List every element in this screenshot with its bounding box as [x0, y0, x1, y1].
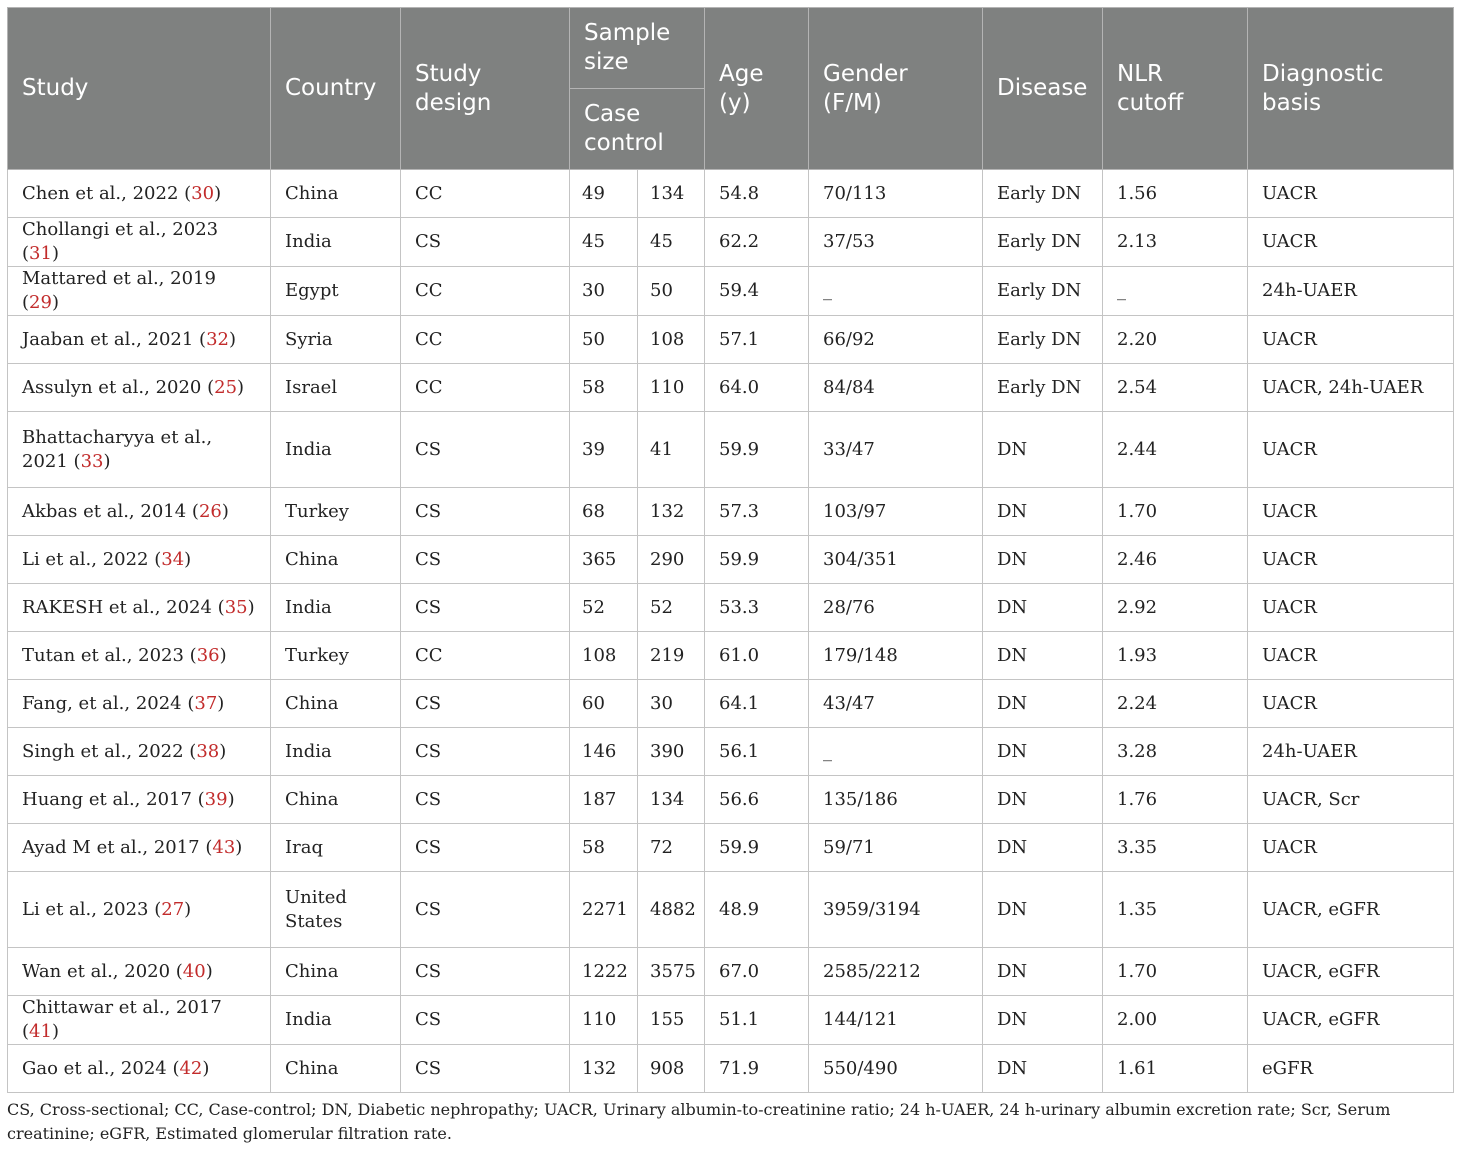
cell-nlr-cutoff: 1.93	[1103, 632, 1248, 680]
cell-country: Egypt	[271, 267, 401, 316]
closing-paren: )	[184, 898, 192, 920]
cell-country: Turkey	[271, 632, 401, 680]
cell-diagnostic-basis: UACR	[1248, 316, 1454, 364]
cell-disease: Early DN	[983, 218, 1103, 267]
cell-disease: DN	[983, 996, 1103, 1045]
reference-link[interactable]: 43	[212, 836, 236, 858]
cell-country: Syria	[271, 316, 401, 364]
table-row	[8, 1045, 1454, 1093]
study-label: RAKESH et al., 2024 (	[22, 596, 225, 618]
cell-nlr-cutoff: 1.35	[1103, 872, 1248, 948]
cell-diagnostic-basis: UACR, eGFR	[1248, 948, 1454, 996]
cell-case: 68	[570, 488, 638, 536]
cell-disease: DN	[983, 488, 1103, 536]
cell-diagnostic-basis: UACR, eGFR	[1248, 872, 1454, 948]
reference-link[interactable]: 36	[196, 644, 220, 666]
cell-diagnostic-basis: UACR	[1248, 488, 1454, 536]
study-label: Huang et al., 2017 (	[22, 788, 205, 810]
cell-study-design: CS	[401, 488, 570, 536]
table-row	[8, 364, 1454, 412]
reference-link[interactable]: 39	[204, 788, 228, 810]
cell-study-design: CS	[401, 584, 570, 632]
cell-diagnostic-basis: UACR, 24h-UAER	[1248, 364, 1454, 412]
study-table	[7, 7, 1454, 1093]
cell-nlr-cutoff: 2.20	[1103, 316, 1248, 364]
study-label: Tutan et al., 2023 (	[22, 644, 197, 666]
cell-study-design: CS	[401, 996, 570, 1045]
closing-paren: )	[202, 1057, 210, 1079]
closing-paren: )	[51, 292, 59, 313]
cell-disease: Early DN	[983, 267, 1103, 316]
cell-country: Israel	[271, 364, 401, 412]
cell-country: India	[271, 218, 401, 267]
cell-control: 390	[638, 728, 705, 776]
cell-disease: Early DN	[983, 316, 1103, 364]
cell-gender: 37/53	[809, 218, 983, 267]
cell-study	[8, 872, 271, 948]
reference-link[interactable]: 25	[214, 376, 238, 398]
table-row	[8, 996, 1454, 1045]
header-gender: Gender (F/M)	[809, 8, 983, 170]
cell-disease: DN	[983, 728, 1103, 776]
table-row	[8, 632, 1454, 680]
study-table-container	[7, 7, 1453, 1093]
closing-paren: )	[103, 450, 111, 472]
header-study-design: Study design	[401, 8, 570, 170]
closing-paren: )	[228, 328, 236, 350]
cell-study	[8, 218, 271, 267]
table-header	[8, 8, 1454, 170]
table-row	[8, 412, 1454, 488]
cell-case: 60	[570, 680, 638, 728]
study-label: Singh et al., 2022 (	[22, 740, 197, 762]
study-label: Fang, et al., 2024 (	[22, 692, 195, 714]
cell-gender: 59/71	[809, 824, 983, 872]
cell-country: China	[271, 1045, 401, 1093]
cell-case: 2271	[570, 872, 638, 948]
cell-control: 134	[638, 170, 705, 218]
cell-diagnostic-basis: 24h-UAER	[1248, 267, 1454, 316]
cell-nlr-cutoff: 2.92	[1103, 584, 1248, 632]
cell-age: 64.1	[705, 680, 809, 728]
header-country: Country	[271, 8, 401, 170]
cell-gender: _	[809, 267, 983, 316]
cell-case: 187	[570, 776, 638, 824]
study-label: Chen et al., 2022 (	[22, 182, 192, 204]
reference-link[interactable]: 31	[29, 243, 52, 264]
cell-case: 108	[570, 632, 638, 680]
cell-age: 59.9	[705, 412, 809, 488]
reference-link[interactable]: 26	[198, 500, 222, 522]
cell-case: 146	[570, 728, 638, 776]
cell-control: 134	[638, 776, 705, 824]
cell-nlr-cutoff: 2.24	[1103, 680, 1248, 728]
cell-gender: 28/76	[809, 584, 983, 632]
table-row	[8, 316, 1454, 364]
cell-age: 57.3	[705, 488, 809, 536]
cell-diagnostic-basis: UACR, eGFR	[1248, 996, 1454, 1045]
cell-case: 45	[570, 218, 638, 267]
cell-disease: DN	[983, 1045, 1103, 1093]
cell-gender: 144/121	[809, 996, 983, 1045]
cell-country: Iraq	[271, 824, 401, 872]
cell-diagnostic-basis: UACR	[1248, 218, 1454, 267]
cell-country: China	[271, 536, 401, 584]
cell-disease: Early DN	[983, 170, 1103, 218]
cell-gender: 179/148	[809, 632, 983, 680]
cell-case: 110	[570, 996, 638, 1045]
cell-control: 50	[638, 267, 705, 316]
study-label: Chollangi et al., 2023 (	[22, 219, 219, 264]
cell-nlr-cutoff: 1.56	[1103, 170, 1248, 218]
study-label: Ayad M et al., 2017 (	[22, 836, 213, 858]
cell-control: 110	[638, 364, 705, 412]
cell-study-design: CS	[401, 776, 570, 824]
reference-link[interactable]: 27	[161, 898, 185, 920]
header-diagnostic-basis: Diagnostic basis	[1248, 8, 1454, 170]
cell-age: 59.4	[705, 267, 809, 316]
cell-gender: 33/47	[809, 412, 983, 488]
cell-study	[8, 728, 271, 776]
reference-link[interactable]: 41	[29, 1021, 52, 1042]
cell-diagnostic-basis: UACR	[1248, 536, 1454, 584]
cell-age: 62.2	[705, 218, 809, 267]
cell-study-design: CC	[401, 170, 570, 218]
cell-age: 54.8	[705, 170, 809, 218]
cell-age: 67.0	[705, 948, 809, 996]
cell-disease: DN	[983, 824, 1103, 872]
study-label: Jaaban et al., 2021 (	[22, 328, 207, 350]
cell-country: China	[271, 680, 401, 728]
study-label: Assulyn et al., 2020 (	[22, 376, 215, 398]
cell-study-design: CC	[401, 267, 570, 316]
cell-control: 4882	[638, 872, 705, 948]
cell-study-design: CC	[401, 364, 570, 412]
cell-gender: 84/84	[809, 364, 983, 412]
cell-disease: DN	[983, 584, 1103, 632]
closing-paren: )	[205, 960, 213, 982]
cell-study-design: CS	[401, 680, 570, 728]
table-row	[8, 680, 1454, 728]
closing-paren: )	[51, 243, 59, 264]
table-footnote: CS, Cross-sectional; CC, Case-control; DN, Diabetic nephropathy; UACR, Urinary albumin-to-creatinine ratio; 24 h-UAER, 24 h-urinary albumin excretion rate; Scr, Serum creatinine; eGFR, Estimated glomerular filtration rate.	[7, 1100, 1391, 1143]
table-row	[8, 948, 1454, 996]
closing-paren: )	[235, 836, 243, 858]
closing-paren: )	[219, 740, 227, 762]
cell-control: 108	[638, 316, 705, 364]
cell-age: 56.1	[705, 728, 809, 776]
cell-study-design: CS	[401, 1045, 570, 1093]
cell-gender: 2585/2212	[809, 948, 983, 996]
header-nlr-cutoff: NLR cutoff	[1103, 8, 1248, 170]
study-label: Akbas et al., 2014 (	[22, 500, 199, 522]
cell-nlr-cutoff: 2.46	[1103, 536, 1248, 584]
cell-nlr-cutoff: 2.54	[1103, 364, 1248, 412]
cell-gender: 550/490	[809, 1045, 983, 1093]
cell-disease: DN	[983, 412, 1103, 488]
cell-study-design: CS	[401, 728, 570, 776]
table-row	[8, 584, 1454, 632]
cell-disease: DN	[983, 948, 1103, 996]
cell-study	[8, 996, 271, 1045]
cell-study-design: CS	[401, 872, 570, 948]
study-label: Chittawar et al., 2017 (	[22, 997, 222, 1042]
cell-age: 59.9	[705, 536, 809, 584]
cell-gender: 70/113	[809, 170, 983, 218]
cell-control: 132	[638, 488, 705, 536]
cell-study-design: CS	[401, 412, 570, 488]
reference-link[interactable]: 37	[194, 692, 218, 714]
closing-paren: )	[227, 788, 235, 810]
reference-link[interactable]: 30	[191, 182, 215, 204]
cell-gender: 304/351	[809, 536, 983, 584]
closing-paren: )	[221, 500, 229, 522]
cell-diagnostic-basis: UACR	[1248, 632, 1454, 680]
table-row	[8, 218, 1454, 267]
cell-country: India	[271, 996, 401, 1045]
header-disease: Disease	[983, 8, 1103, 170]
cell-nlr-cutoff: 2.13	[1103, 218, 1248, 267]
table-row	[8, 170, 1454, 218]
cell-control: 908	[638, 1045, 705, 1093]
cell-case: 49	[570, 170, 638, 218]
cell-control: 72	[638, 824, 705, 872]
reference-link[interactable]: 42	[179, 1057, 203, 1079]
cell-nlr-cutoff: 3.28	[1103, 728, 1248, 776]
cell-country: United States	[271, 872, 401, 948]
closing-paren: )	[219, 644, 227, 666]
cell-country: India	[271, 584, 401, 632]
cell-control: 290	[638, 536, 705, 584]
cell-disease: Early DN	[983, 364, 1103, 412]
table-row	[8, 872, 1454, 948]
cell-diagnostic-basis: 24h-UAER	[1248, 728, 1454, 776]
cell-control: 30	[638, 680, 705, 728]
table-row	[8, 824, 1454, 872]
cell-nlr-cutoff: 3.35	[1103, 824, 1248, 872]
table-row	[8, 776, 1454, 824]
reference-link[interactable]: 34	[161, 548, 185, 570]
cell-age: 61.0	[705, 632, 809, 680]
cell-nlr-cutoff: _	[1103, 267, 1248, 316]
cell-country: India	[271, 412, 401, 488]
cell-control: 155	[638, 996, 705, 1045]
cell-age: 48.9	[705, 872, 809, 948]
cell-country: China	[271, 776, 401, 824]
cell-diagnostic-basis: eGFR	[1248, 1045, 1454, 1093]
cell-study	[8, 632, 271, 680]
cell-study	[8, 412, 271, 488]
reference-link[interactable]: 35	[224, 596, 248, 618]
cell-study-design: CC	[401, 632, 570, 680]
cell-country: Turkey	[271, 488, 401, 536]
study-label: Gao et al., 2024 (	[22, 1057, 180, 1079]
cell-case: 58	[570, 824, 638, 872]
cell-nlr-cutoff: 1.70	[1103, 948, 1248, 996]
closing-paren: )	[51, 1021, 59, 1042]
cell-study-design: CS	[401, 948, 570, 996]
cell-diagnostic-basis: UACR	[1248, 824, 1454, 872]
cell-case: 52	[570, 584, 638, 632]
cell-disease: DN	[983, 776, 1103, 824]
cell-diagnostic-basis: UACR	[1248, 584, 1454, 632]
cell-age: 53.3	[705, 584, 809, 632]
header-study: Study	[8, 8, 271, 170]
cell-disease: DN	[983, 872, 1103, 948]
cell-diagnostic-basis: UACR	[1248, 412, 1454, 488]
cell-case: 365	[570, 536, 638, 584]
cell-control: 41	[638, 412, 705, 488]
study-label: Bhattacharyya et al., 2021 (	[22, 426, 213, 472]
table-body	[8, 170, 1454, 1093]
cell-disease: DN	[983, 632, 1103, 680]
cell-gender: 103/97	[809, 488, 983, 536]
cell-case: 132	[570, 1045, 638, 1093]
cell-country: India	[271, 728, 401, 776]
closing-paren: )	[237, 376, 245, 398]
cell-study	[8, 948, 271, 996]
cell-country: China	[271, 170, 401, 218]
closing-paren: )	[214, 182, 222, 204]
cell-study	[8, 170, 271, 218]
cell-diagnostic-basis: UACR	[1248, 170, 1454, 218]
reference-link[interactable]: 38	[196, 740, 220, 762]
cell-age: 57.1	[705, 316, 809, 364]
cell-case: 1222	[570, 948, 638, 996]
cell-study	[8, 1045, 271, 1093]
closing-paren: )	[184, 548, 192, 570]
cell-study	[8, 488, 271, 536]
table-row	[8, 728, 1454, 776]
cell-gender: 43/47	[809, 680, 983, 728]
reference-link[interactable]: 40	[182, 960, 206, 982]
cell-age: 71.9	[705, 1045, 809, 1093]
cell-study	[8, 536, 271, 584]
study-label: Mattared et al., 2019 (	[22, 268, 216, 313]
cell-nlr-cutoff: 1.76	[1103, 776, 1248, 824]
cell-case: 30	[570, 267, 638, 316]
closing-paren: )	[247, 596, 255, 618]
cell-study	[8, 584, 271, 632]
study-label: Li et al., 2023 (	[22, 898, 162, 920]
cell-disease: DN	[983, 680, 1103, 728]
cell-diagnostic-basis: UACR	[1248, 680, 1454, 728]
cell-study-design: CS	[401, 824, 570, 872]
header-case-control: Case control	[570, 89, 705, 170]
reference-link[interactable]: 33	[80, 450, 104, 472]
cell-case: 39	[570, 412, 638, 488]
cell-study	[8, 267, 271, 316]
cell-gender: 135/186	[809, 776, 983, 824]
reference-link[interactable]: 29	[29, 292, 52, 313]
cell-nlr-cutoff: 1.61	[1103, 1045, 1248, 1093]
header-age: Age (y)	[705, 8, 809, 170]
cell-nlr-cutoff: 2.00	[1103, 996, 1248, 1045]
cell-gender: _	[809, 728, 983, 776]
table-row	[8, 488, 1454, 536]
cell-study-design: CS	[401, 536, 570, 584]
cell-disease: DN	[983, 536, 1103, 584]
cell-study	[8, 824, 271, 872]
cell-age: 56.6	[705, 776, 809, 824]
cell-nlr-cutoff: 1.70	[1103, 488, 1248, 536]
cell-study	[8, 364, 271, 412]
cell-study-design: CC	[401, 316, 570, 364]
cell-control: 52	[638, 584, 705, 632]
table-row	[8, 536, 1454, 584]
study-label: Wan et al., 2020 (	[22, 960, 183, 982]
cell-country: China	[271, 948, 401, 996]
cell-study	[8, 316, 271, 364]
cell-gender: 3959/3194	[809, 872, 983, 948]
reference-link[interactable]: 32	[206, 328, 229, 350]
study-label: Li et al., 2022 (	[22, 548, 162, 570]
cell-control: 3575	[638, 948, 705, 996]
cell-study-design: CS	[401, 218, 570, 267]
cell-case: 58	[570, 364, 638, 412]
cell-study	[8, 680, 271, 728]
cell-case: 50	[570, 316, 638, 364]
closing-paren: )	[217, 692, 225, 714]
table-row	[8, 267, 1454, 316]
cell-gender: 66/92	[809, 316, 983, 364]
cell-age: 64.0	[705, 364, 809, 412]
cell-diagnostic-basis: UACR, Scr	[1248, 776, 1454, 824]
cell-age: 51.1	[705, 996, 809, 1045]
cell-age: 59.9	[705, 824, 809, 872]
cell-control: 45	[638, 218, 705, 267]
cell-control: 219	[638, 632, 705, 680]
header-sample-size: Sample size	[570, 8, 705, 89]
cell-nlr-cutoff: 2.44	[1103, 412, 1248, 488]
cell-study	[8, 776, 271, 824]
